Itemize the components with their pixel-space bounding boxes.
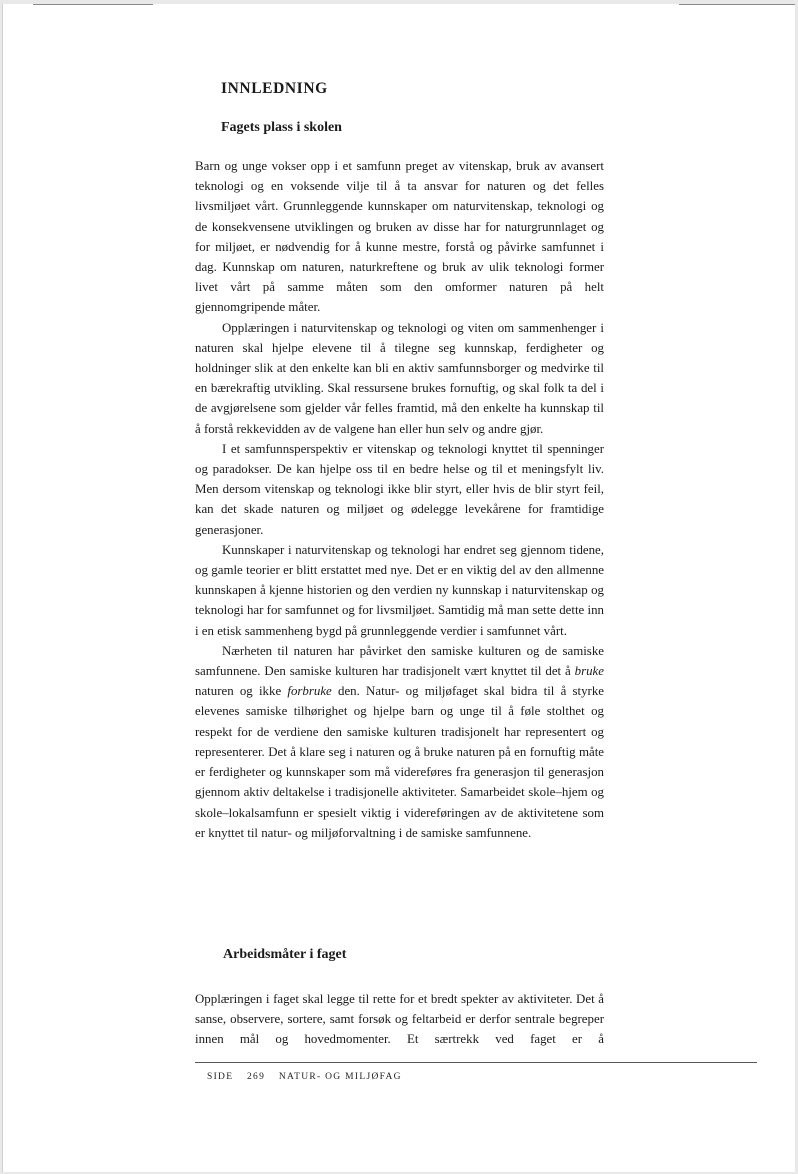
emphasis-forbruke: forbruke (287, 684, 332, 699)
section-title-fagets-plass: Fagets plass i skolen (221, 120, 342, 135)
paragraph-4: Kunnskaper i naturvitenskap og teknologi har endret seg gjennom tidene, og gamle teorier er blitt erstattet med nye. Det er en viktig del av den allmenne kunnskapen å kjenne historien og den verdien ny kunnskap i naturvitenskap og teknologi har for samfunnet og for livsmiljøet. Samtidig må man sette dette inn i en etisk sammenheng bygd på grunnleggende verdier i samfunnet vårt. (195, 542, 604, 638)
chapter-heading: INNLEDNING (221, 80, 328, 97)
section2-body (195, 989, 604, 1050)
paragraph-1: Barn og unge vokser opp i et samfunn preget av vitenskap, bruk av avansert teknologi og en voksende vilje til å ta ansvar for naturen og det felles livsmiljøet vårt. Grunnleggende kunnskaper om naturvitenskap, teknologi og de konsekvensene utviklingen og bruken av disse har for naturgrunnlaget og for miljøet, er nødvendig for å kunne mestre, forstå og påvirke samfunnet i dag. Kunnskap om naturen, naturkreftene og bruk av ulik teknologi former livet vårt på samme måten som den omformer naturen på helt gjennomgripende måter. (195, 159, 604, 315)
paragraph-5-part1: Nærheten til naturen har påvirket den samiske kulturen og de samiske samfunnene. Den samiske kulturen har tradisjonelt vært knyttet til det å (195, 643, 604, 679)
paragraph-5-part2: naturen og ikke (195, 684, 288, 699)
section-title-arbeidsmater: Arbeidsmåter i faget (223, 947, 347, 962)
paragraph-5-part3: den. Natur- og miljøfaget skal bidra til å styrke elevenes samiske tilhørighet og hjelpe barn og unge til å føle stolthet og respekt for de verdiene den samiske kulturen tradisjonelt har representert og representerer. Det å klare seg i naturen og å bruke naturen på en fornuftig måte er ferdigheter og kunnskaper som må videreføres fra generasjon til generasjon gjennom aktiv deltakelse i tradisjonelle aktiviteter. Samarbeidet skole–hjem og skole–lokalsamfunn er spesielt viktig i videreføringen av de aktivitetene som er knyttet til natur- og miljøforvaltning i de samiske samfunnene. (195, 684, 604, 840)
document-page (2, 4, 795, 1172)
footer-page-number: 269 (247, 1072, 266, 1082)
page-footer (207, 1072, 412, 1082)
paragraph-3: I et samfunnsperspektiv er vitenskap og teknologi knyttet til spenninger og paradokser. De kan hjelpe oss til en bedre helse og til et meningsfylt liv. Men dersom vitenskap og teknologi ikke blir styrt, eller hvis de blir styrt feil, kan det skade naturen og miljøet og ødelegge levekårene for framtidige generasjoner. (195, 441, 604, 537)
top-scan-line-right (679, 4, 795, 5)
footer-rule (195, 1062, 757, 1063)
top-scan-line-left (33, 4, 153, 5)
emphasis-bruke: bruke (574, 664, 604, 679)
paragraph-5 (195, 641, 604, 843)
footer-label: SIDE (207, 1072, 234, 1082)
footer-subject: NATUR- OG MILJØFAG (278, 1072, 402, 1082)
section1-body (195, 156, 604, 843)
paragraph-2: Opplæringen i naturvitenskap og teknologi og viten om sammenhenger i naturen skal hjelpe elevene til å tilegne seg kunnskap, ferdigheter og holdninger slik at den enkelte kan bli en aktiv samfunnsborger og medvirke til en bærekraftig utvikling. Skal ressursene brukes fornuftig, og skal folk ta del i de avgjørelsene som gjelder vår felles framtid, må den enkelte ha kunnskap til å forstå rekkevidden av de valgene han eller hun selv og andre gjør. (195, 320, 604, 436)
paragraph-6: Opplæringen i faget skal legge til rette for et bredt spekter av aktiviteter. Det å sanse, observere, sortere, samt forsøk og feltarbeid er derfor sentrale begreper innen mål og hovedmomenter. Et særtrekk ved faget er å (195, 992, 604, 1047)
